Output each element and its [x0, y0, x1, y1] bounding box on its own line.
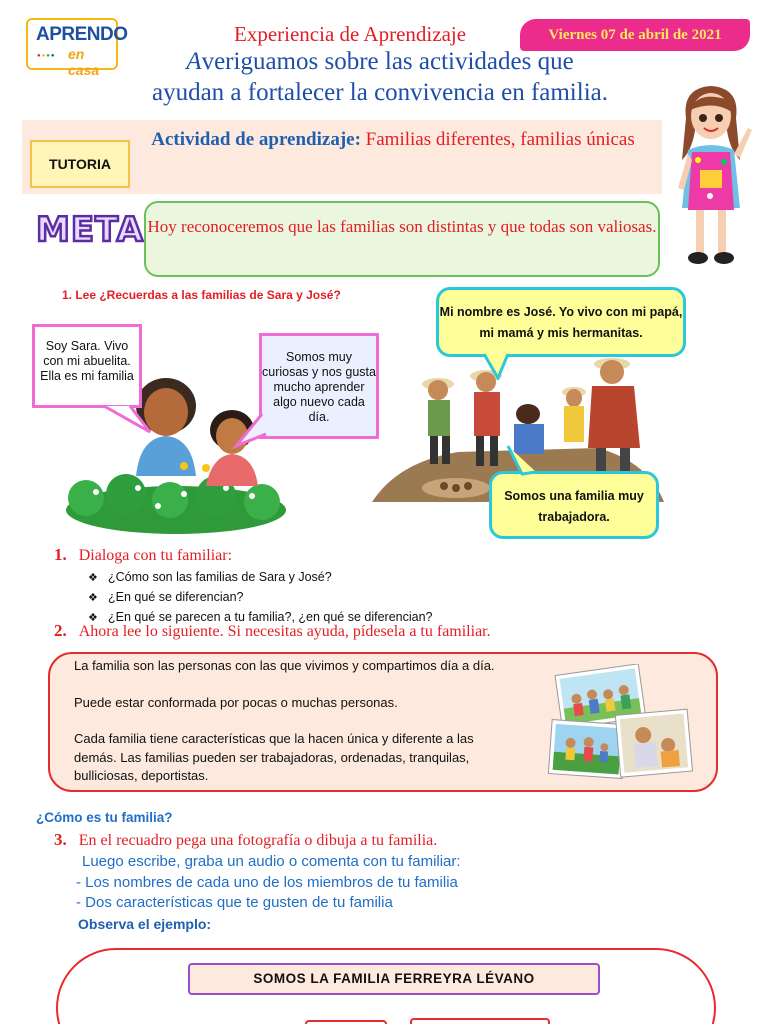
section-2-heading: [54, 621, 491, 641]
sara-bubble-tail: [96, 404, 156, 434]
activity-title: [128, 126, 658, 153]
list-item: [88, 588, 433, 608]
info-text: [74, 657, 514, 804]
curious-bubble-tail: [232, 410, 272, 450]
question-text: ¿Cómo son las familias de Sara y José?: [108, 570, 332, 584]
hardworking-speech-bubble: Somos una familia muy trabajadora.: [489, 471, 659, 539]
meta-heading: META: [36, 210, 144, 250]
section-3-number: 3.: [54, 830, 67, 849]
jose-speech-bubble: Mi nombre es José. Yo vivo con mi papá, mi mamá y mis hermanitas.: [436, 287, 686, 357]
example-label-box-1: [305, 1020, 387, 1024]
title-line2: ayudan a fortalecer la convivencia en familia.: [151, 79, 608, 106]
logo-main-text: APRENDO: [36, 24, 128, 45]
logo-sub-text: en casa: [68, 46, 100, 78]
question-text: ¿En qué se diferencian?: [108, 590, 244, 604]
instruction-line-3: - Dos características que te gusten de tu familia: [76, 894, 393, 911]
section-3-instructions: [78, 852, 461, 934]
info-paragraph-2: Puede estar conformada por pocas o muchas personas.: [74, 694, 398, 710]
curious-speech-bubble: Somos muy curiosas y nos gusta mucho aprender algo nuevo cada día.: [259, 333, 379, 439]
page-title: [80, 46, 680, 108]
section-2-number: 2.: [54, 621, 67, 640]
meta-box: Hoy reconoceremos que las familias son distintas y que todas son valiosas.: [144, 201, 660, 277]
observe-example-label: Observa el ejemplo:: [78, 915, 212, 932]
jose-bubble-tail: [478, 352, 518, 380]
date-badge: Viernes 07 de abril de 2021: [520, 19, 750, 51]
info-paragraph-3: Cada familia tiene características que la hacen única y diferente a las demás. Las familias pueden ser trabajadoras, ordenadas, tranquilas, bulliciosas, deportistas.: [74, 731, 474, 783]
family-example-title: SOMOS LA FAMILIA FERREYRA LÉVANO: [188, 963, 600, 995]
title-line1: veriguamos sobre las actividades que: [201, 48, 574, 75]
instruction-line-1: Luego escribe, graba un audio o comenta con tu familiar:: [82, 853, 461, 870]
como-es-tu-familia-heading: ¿Cómo es tu familia?: [36, 810, 173, 825]
title-first-letter: A: [186, 48, 202, 75]
section-2-text: Ahora lee lo siguiente. Si necesitas ayuda, pídesela a tu familiar.: [78, 623, 491, 640]
family-photos-collage: [546, 664, 696, 782]
question-intro: 1. Lee ¿Recuerdas a las familias de Sara y José?: [62, 288, 341, 302]
area-badge: TUTORIA: [30, 140, 130, 188]
diamond-bullet-icon: ❖: [88, 612, 98, 624]
logo-dots: ●●●●: [37, 53, 56, 59]
experience-title: Experiencia de Aprendizaje: [234, 22, 467, 46]
activity-label: Actividad de aprendizaje:: [151, 129, 361, 150]
instruction-line-2: - Los nombres de cada uno de los miembros de tu familia: [76, 873, 458, 891]
section-3-heading: [54, 830, 437, 850]
diamond-bullet-icon: ❖: [88, 572, 98, 584]
hardworking-bubble-tail: [502, 444, 542, 476]
list-item: [88, 568, 433, 588]
section-1-text: Dialoga con tu familiar:: [78, 547, 233, 564]
teacher-illustration: [668, 78, 754, 274]
example-label-box-2: [410, 1018, 550, 1024]
section-3-text: En el recuadro pega una fotografía o dibuja a tu familia.: [78, 832, 438, 849]
info-paragraph-1: La familia son las personas con las que vivimos y compartimos día a día.: [74, 658, 495, 673]
diamond-bullet-icon: ❖: [88, 592, 98, 604]
section-1-questions: [88, 568, 433, 628]
sara-speech-bubble: Soy Sara. Vivo con mi abuelita. Ella es mi familia: [32, 324, 142, 408]
question-text: ¿En qué se parecen a tu familia?, ¿en qué se diferencian?: [108, 610, 433, 624]
section-1-number: 1.: [54, 545, 67, 564]
activity-name: Familias diferentes, familias únicas: [365, 129, 635, 150]
section-1-heading: [54, 545, 232, 565]
